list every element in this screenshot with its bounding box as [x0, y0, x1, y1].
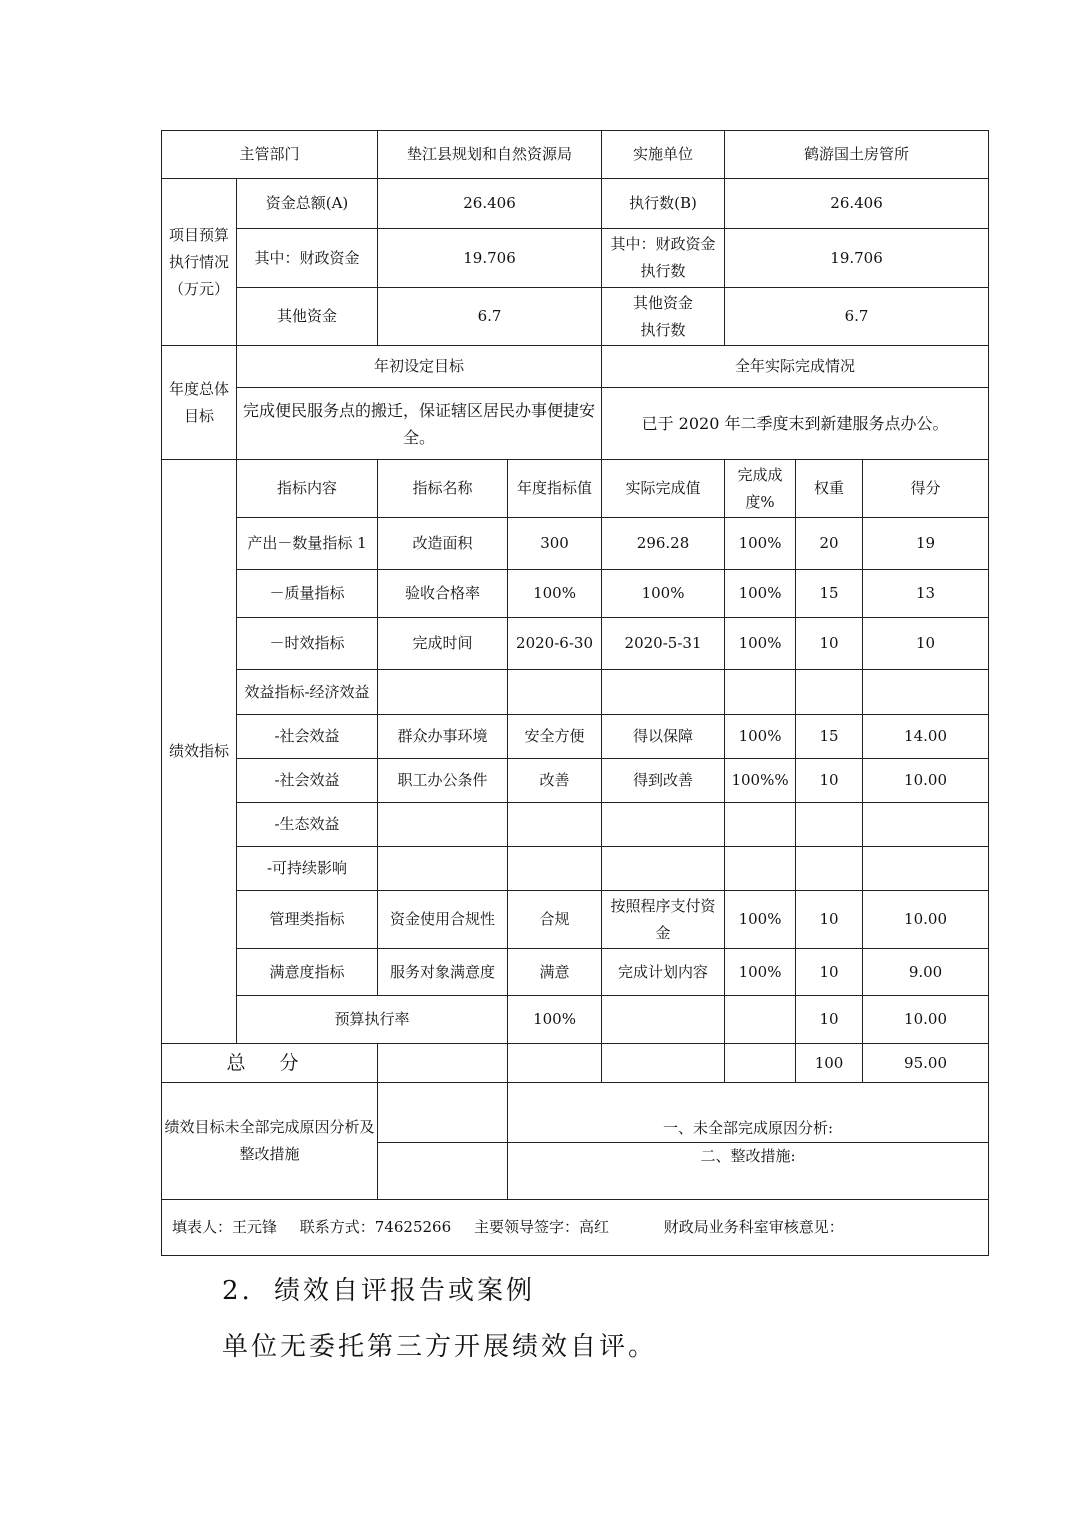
table-row: [162, 891, 989, 949]
table-row: [162, 949, 989, 996]
perf-header-content: 指标内容: [237, 460, 378, 518]
row-target: [508, 803, 602, 847]
perf-header-name: 指标名称: [378, 460, 508, 518]
row-name: 资金使用合规性: [378, 891, 508, 949]
row-actual: 按照程序支付资金: [602, 891, 725, 949]
row-actual: [602, 803, 725, 847]
row-target: [508, 670, 602, 715]
row-name: 职工办公条件: [378, 759, 508, 803]
fiscal-exec-value: 19.706: [725, 229, 989, 288]
row-name: 验收合格率: [378, 570, 508, 618]
row-score: 14.00: [863, 715, 989, 759]
filler-name: 填表人：王元锋: [172, 1218, 278, 1236]
analysis-measure-label: 二、整改措施:: [508, 1143, 989, 1200]
fiscal-funds-value: 19.706: [378, 229, 602, 288]
contact-info: 联系方式：74625266: [299, 1218, 452, 1236]
leader-signature: 主要领导签字：高红: [473, 1218, 609, 1236]
row-weight: 10: [796, 891, 863, 949]
row-target: 300: [508, 518, 602, 570]
row-content: -社会效益: [237, 715, 378, 759]
finance-review: 财政局业务科室审核意见：: [663, 1218, 844, 1236]
footer-row: [162, 1200, 989, 1256]
row-actual: 完成计划内容: [602, 949, 725, 996]
dept-label: 主管部门: [162, 131, 378, 179]
row-score: 19: [863, 518, 989, 570]
row-weight: [796, 803, 863, 847]
row-rate: 100%%: [725, 759, 796, 803]
row-content: －质量指标: [237, 570, 378, 618]
budget-section-label: 项目预算执行情况（万元）: [162, 179, 237, 346]
row-actual: 296.28: [602, 518, 725, 570]
row-rate: 100%: [725, 891, 796, 949]
row-actual: 2020-5-31: [602, 618, 725, 670]
row-content: -可持续影响: [237, 847, 378, 891]
row-weight: 15: [796, 715, 863, 759]
row-score: [863, 670, 989, 715]
row-weight: 10: [796, 949, 863, 996]
row-score: [863, 803, 989, 847]
total-funds-label: 资金总额(A): [237, 179, 378, 229]
section-heading: [222, 1270, 535, 1307]
row-actual: 得到改善: [602, 759, 725, 803]
perf-header-weight: 权重: [796, 460, 863, 518]
row-name: 完成时间: [378, 618, 508, 670]
row-score: [863, 847, 989, 891]
perf-header-actual: 实际完成值: [602, 460, 725, 518]
budget-rate-value: 100%: [508, 996, 602, 1044]
total-label: 总 分: [162, 1044, 378, 1083]
budget-rate-label: 预算执行率: [237, 996, 508, 1044]
row-name: [378, 847, 508, 891]
row-target: 合规: [508, 891, 602, 949]
row-content: 产出－数量指标 1: [237, 518, 378, 570]
other-exec-value: 6.7: [725, 288, 989, 346]
row-content: －时效指标: [237, 618, 378, 670]
table-row: [162, 847, 989, 891]
table-row: [162, 570, 989, 618]
row-rate: 100%: [725, 518, 796, 570]
other-exec-label: 其他资金执行数: [602, 288, 725, 346]
impl-value: 鹤游国土房管所: [725, 131, 989, 179]
row-weight: 10: [796, 618, 863, 670]
exec-label: 执行数(B): [602, 179, 725, 229]
table-row: [162, 759, 989, 803]
row-content: -生态效益: [237, 803, 378, 847]
row-score: 10: [863, 618, 989, 670]
row-name: 群众办事环境: [378, 715, 508, 759]
row-weight: 10: [796, 759, 863, 803]
row-target: 2020-6-30: [508, 618, 602, 670]
row-score: 13: [863, 570, 989, 618]
table-row: [162, 670, 989, 715]
performance-evaluation-table: [161, 130, 989, 1256]
row-weight: 15: [796, 570, 863, 618]
row-actual: [602, 847, 725, 891]
goal-set-header: 年初设定目标: [237, 346, 602, 388]
row-name: [378, 803, 508, 847]
goal-actual-header: 全年实际完成情况: [602, 346, 989, 388]
row-actual: [602, 670, 725, 715]
row-rate: 100%: [725, 618, 796, 670]
goal-section-label: 年度总体目标: [162, 346, 237, 460]
row-rate: [725, 803, 796, 847]
section-title: 绩效自评报告或案例: [274, 1276, 536, 1306]
fiscal-funds-label: 其中：财政资金: [237, 229, 378, 288]
perf-header-rate: 完成成度%: [725, 460, 796, 518]
row-rate: 100%: [725, 949, 796, 996]
perf-section-label: 绩效指标: [162, 460, 237, 1044]
row-rate: 100%: [725, 715, 796, 759]
table-row: [162, 803, 989, 847]
section-body: 单位无委托第三方开展绩效自评。: [222, 1332, 658, 1362]
row-score: 9.00: [863, 949, 989, 996]
row-target: 改善: [508, 759, 602, 803]
row-content: 效益指标-经济效益: [237, 670, 378, 715]
row-rate: [725, 670, 796, 715]
table-row: [162, 996, 989, 1044]
analysis-reason-label: 一、未全部完成原因分析:: [508, 1083, 989, 1143]
row-rate: [725, 847, 796, 891]
total-weight: 100: [796, 1044, 863, 1083]
row-actual: 100%: [602, 570, 725, 618]
row-name: 服务对象满意度: [378, 949, 508, 996]
section-number: 2.: [222, 1276, 253, 1306]
row-content: -社会效益: [237, 759, 378, 803]
budget-rate-weight: 10: [796, 996, 863, 1044]
row-target: 满意: [508, 949, 602, 996]
row-content: 管理类指标: [237, 891, 378, 949]
dept-value: 垫江县规划和自然资源局: [378, 131, 602, 179]
perf-header-score: 得分: [863, 460, 989, 518]
goal-set-text: 完成便民服务点的搬迁，保证辖区居民办事便捷安全。: [237, 388, 602, 460]
row-score: 10.00: [863, 891, 989, 949]
other-funds-value: 6.7: [378, 288, 602, 346]
table-row: [162, 518, 989, 570]
row-target: 100%: [508, 570, 602, 618]
row-content: 满意度指标: [237, 949, 378, 996]
row-score: 10.00: [863, 759, 989, 803]
other-funds-label: 其他资金: [237, 288, 378, 346]
row-name: 改造面积: [378, 518, 508, 570]
budget-rate-score: 10.00: [863, 996, 989, 1044]
row-weight: [796, 847, 863, 891]
perf-header-target: 年度指标值: [508, 460, 602, 518]
row-name: [378, 670, 508, 715]
row-weight: [796, 670, 863, 715]
table-row: [162, 618, 989, 670]
row-target: [508, 847, 602, 891]
table-row: [162, 715, 989, 759]
exec-value: 26.406: [725, 179, 989, 229]
analysis-label: 绩效目标未全部完成原因分析及整改措施: [162, 1083, 378, 1200]
impl-label: 实施单位: [602, 131, 725, 179]
total-funds-value: 26.406: [378, 179, 602, 229]
row-target: 安全方便: [508, 715, 602, 759]
row-weight: 20: [796, 518, 863, 570]
fiscal-exec-label: 其中：财政资金执行数: [602, 229, 725, 288]
row-actual: 得以保障: [602, 715, 725, 759]
total-score: 95.00: [863, 1044, 989, 1083]
goal-actual-text: 已于 2020 年二季度末到新建服务点办公。: [602, 388, 989, 460]
row-rate: 100%: [725, 570, 796, 618]
